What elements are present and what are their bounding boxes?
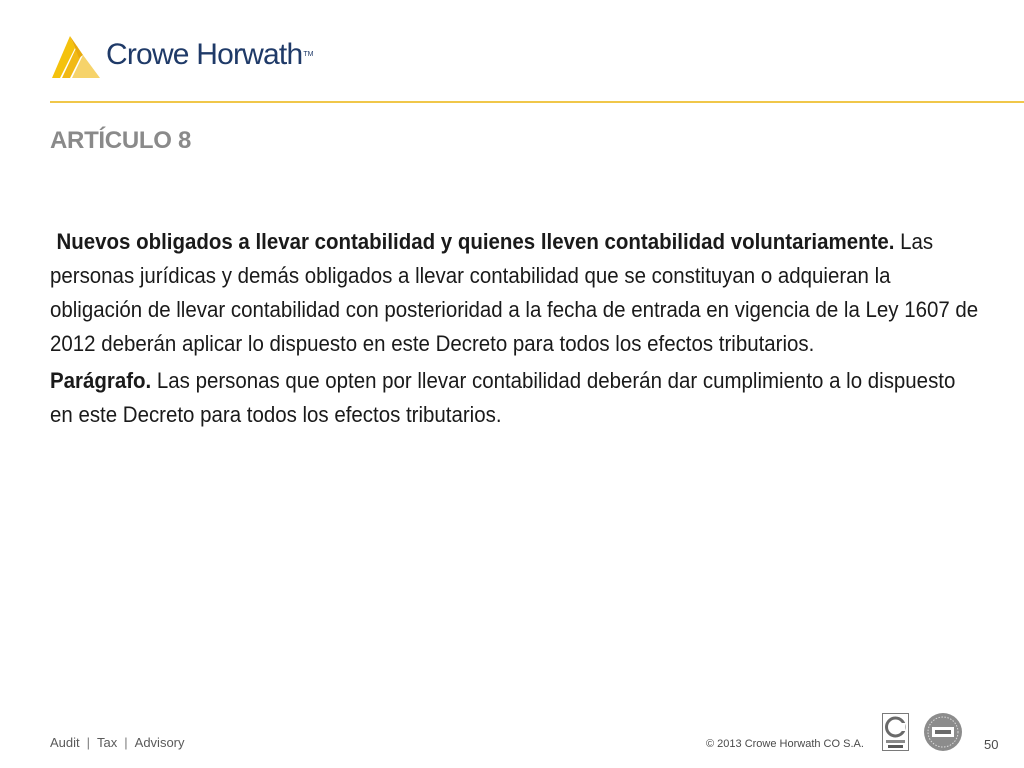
article-heading: Nuevos obligados a llevar contabilidad y quienes lleven contabilidad voluntariamente.: [56, 229, 895, 254]
slide-body: [50, 225, 980, 432]
iso-9001-certification-icon: [882, 713, 909, 751]
company-logo: [50, 28, 313, 80]
article-paragraph: [50, 225, 980, 361]
footer-service-audit: Audit: [50, 735, 80, 750]
brand-trademark: TM: [303, 50, 314, 58]
slide-title: ARTÍCULO 8: [50, 127, 192, 154]
article-text: Las personas jurídicas y demás obligados a llevar contabilidad que se constituyan o adquieran la obligación de llevar contabilidad con posterioridad a la fecha de entrada en vigencia de la Ley 1607 de 2012 deberán aplicar lo dispuesto en este Decreto para todos los efectos tributarios.: [50, 229, 979, 356]
certification-badges: [882, 712, 963, 752]
brand-name: Crowe Horwath: [106, 38, 303, 71]
paragrafo-paragraph: [50, 364, 980, 432]
crowe-peak-icon: [50, 28, 102, 80]
copyright-notice: © 2013 Crowe Horwath CO S.A.: [706, 738, 864, 750]
iqnet-certification-icon: [923, 712, 963, 752]
page-number: 50: [984, 737, 999, 752]
footer-service-tax: Tax: [97, 735, 118, 750]
header-divider: [50, 101, 1024, 103]
paragrafo-label: Parágrafo.: [50, 368, 152, 393]
footer-separator: |: [86, 735, 91, 750]
footer-service-advisory: Advisory: [134, 735, 185, 750]
paragrafo-text: Las personas que opten por llevar contabilidad deberán dar cumplimiento a lo dispuesto en este Decreto para todos los efectos tributarios.: [50, 368, 956, 427]
footer-separator: |: [124, 735, 128, 750]
footer-services: [50, 735, 185, 750]
